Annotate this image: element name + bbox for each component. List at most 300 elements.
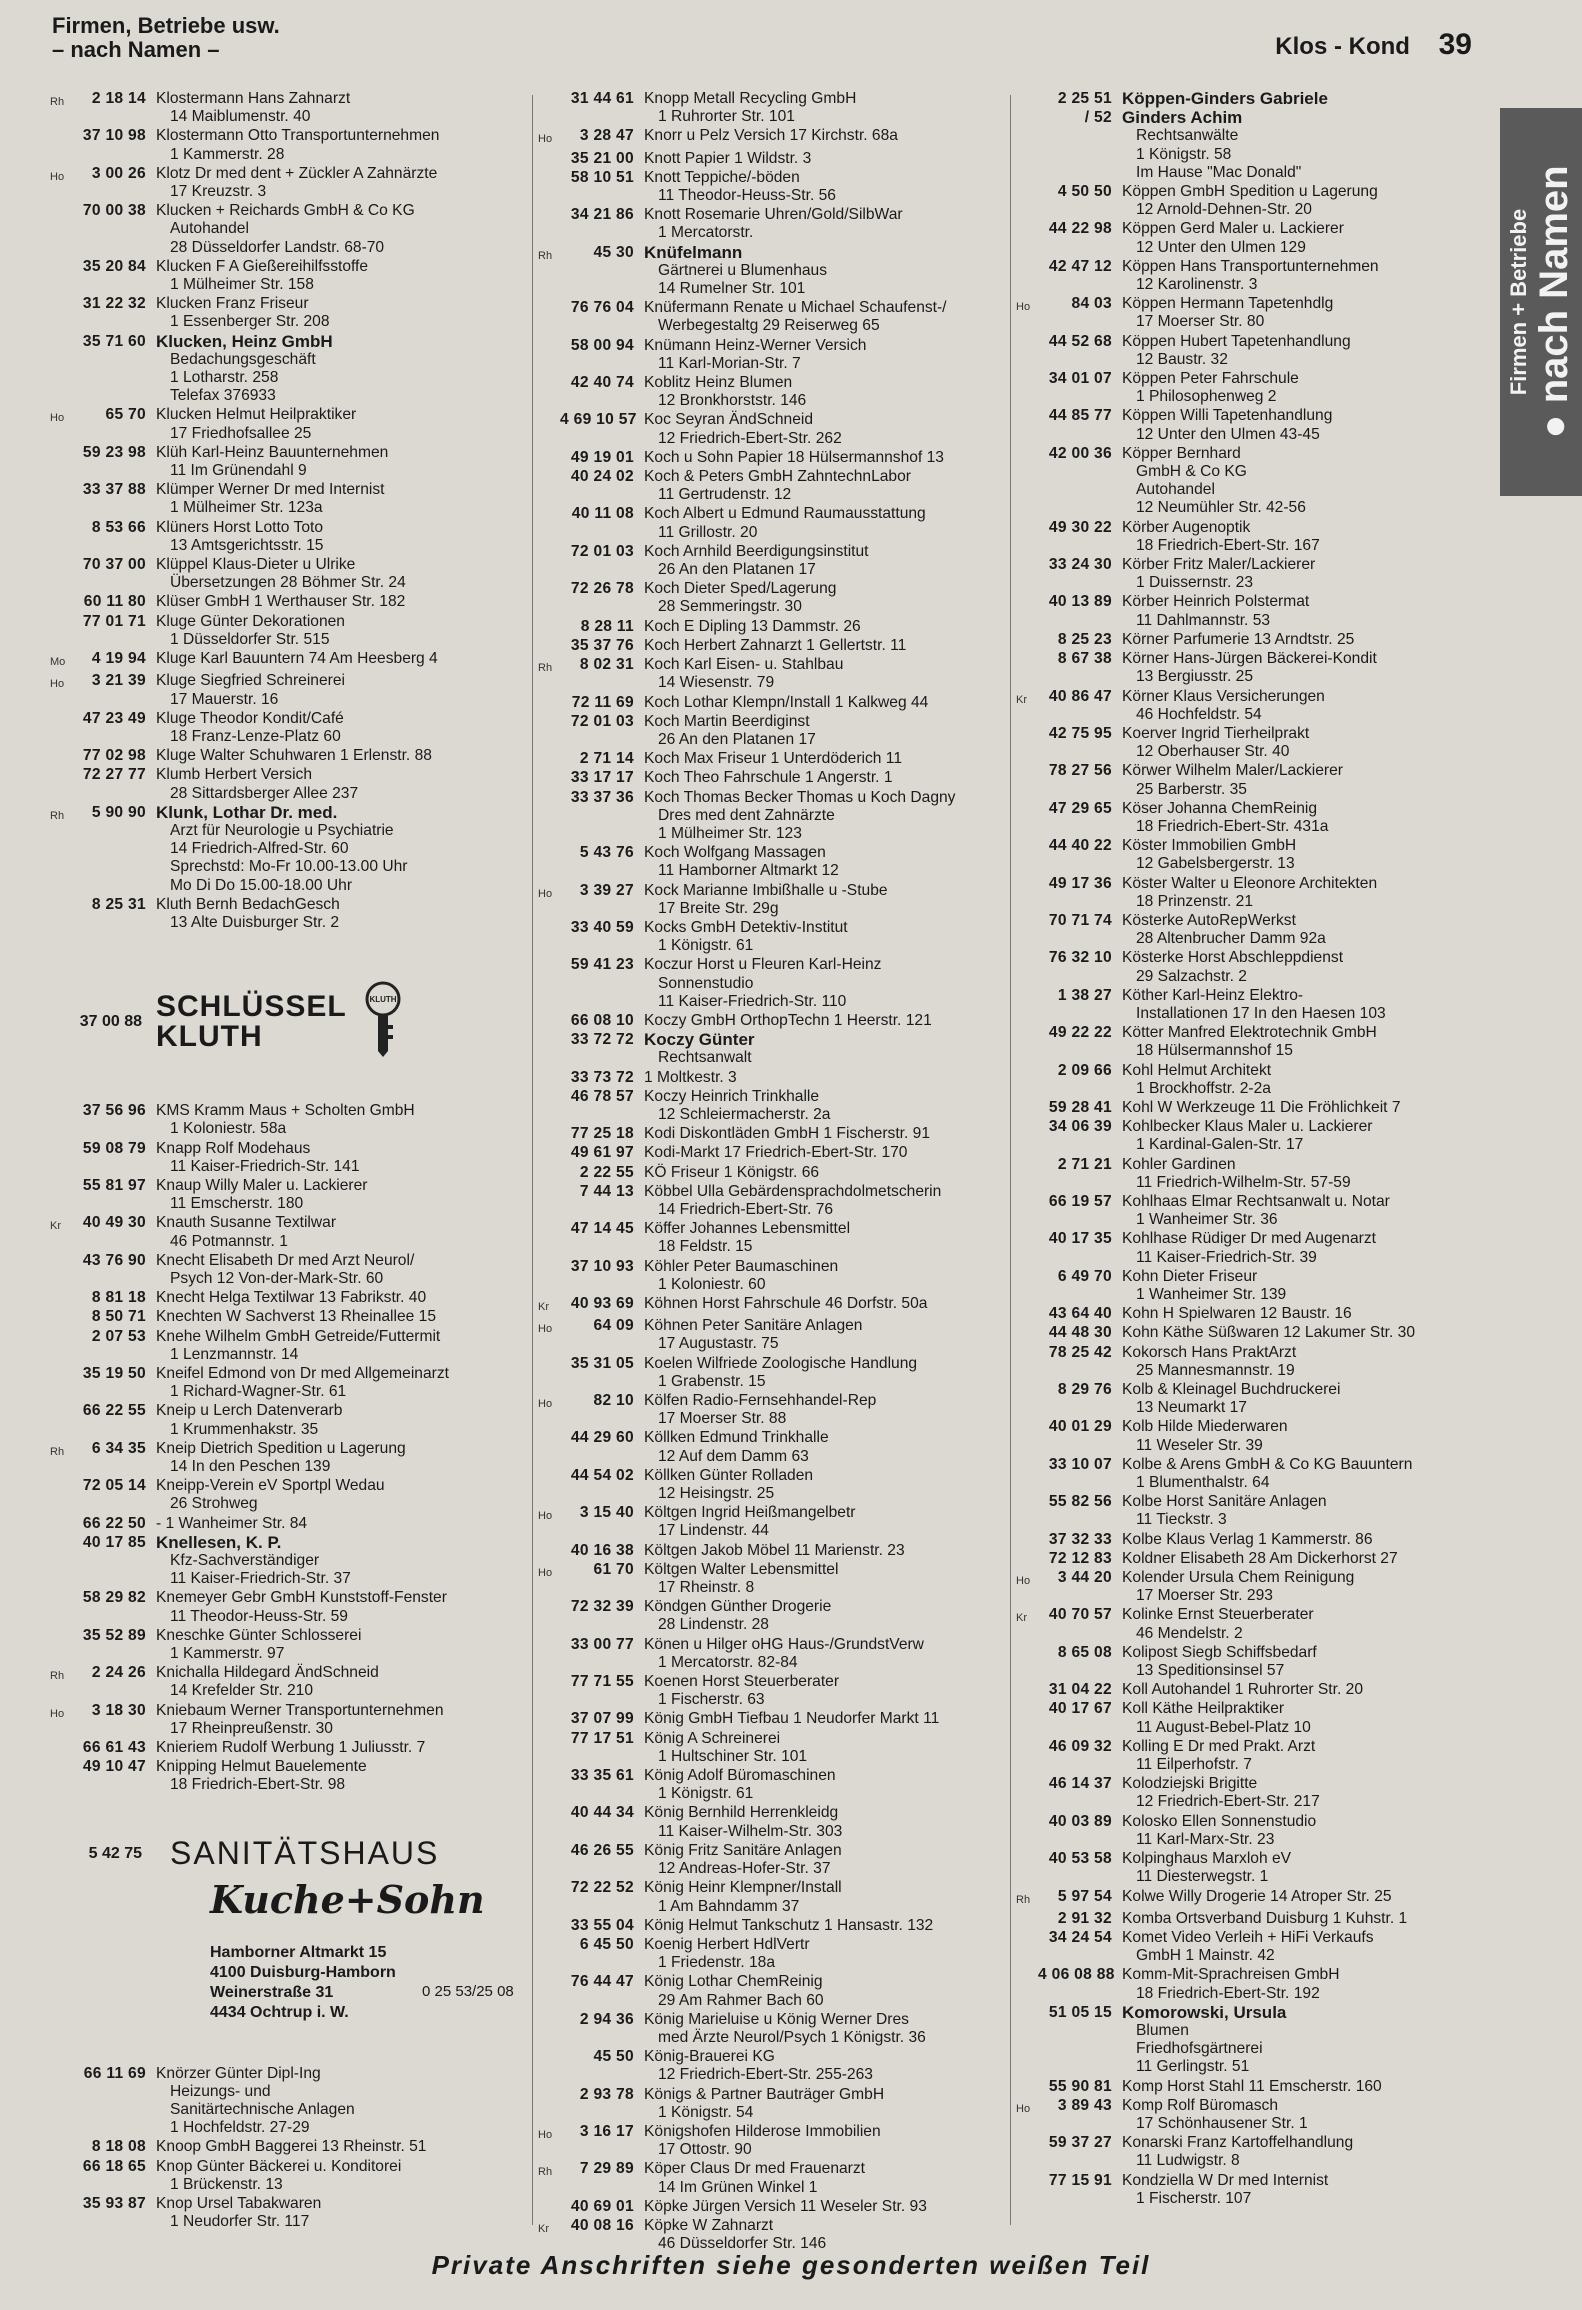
entry-name: Köppen Hermann Tapetenhdlg xyxy=(1122,295,1334,313)
phone-number: 2 07 53 xyxy=(91,1327,146,1345)
entry-name: Körwer Wilhelm Maler/Lackierer xyxy=(1122,762,1343,780)
directory-entry xyxy=(50,2065,530,2138)
entry-text xyxy=(1122,1681,1496,1699)
entry-name: Klostermann Otto Transportunternehmen xyxy=(156,127,440,145)
entry-text xyxy=(644,468,1008,504)
entry-detail: 18 Friedrich-Ebert-Str. 167 xyxy=(1136,536,1320,554)
entry-text xyxy=(644,1767,1008,1803)
district-code: Rh xyxy=(50,809,65,822)
district-code xyxy=(538,543,560,579)
entry-name: Kolodziejski Brigitte xyxy=(1122,1775,1258,1793)
entry-text xyxy=(644,169,1008,205)
directory-entry xyxy=(1016,90,1496,108)
phone-number: 66 22 50 xyxy=(82,1514,146,1532)
phone-number: 49 10 47 xyxy=(82,1758,146,1776)
entry-name: Kölfen Radio-Fernsehhandel-Rep xyxy=(644,1392,877,1410)
phone-number: 40 70 57 xyxy=(1048,1606,1112,1624)
district-code xyxy=(538,2011,560,2047)
directory-entry xyxy=(50,2195,530,2231)
directory-entry xyxy=(50,1702,530,1738)
entry-text xyxy=(156,2065,530,2138)
entry-name: Köper Claus Dr med Frauenarzt xyxy=(644,2160,866,2178)
directory-entry xyxy=(50,258,530,294)
entry-name: Koch Albert u Edmund Raumausstattung xyxy=(644,505,926,523)
phone-number: 33 24 30 xyxy=(1048,556,1112,574)
entry-detail: Kfz-Sachverständiger xyxy=(170,1552,320,1570)
entry-detail: 17 Schönhausener Str. 1 xyxy=(1136,2114,1308,2132)
entry-text xyxy=(644,750,1008,768)
entry-name: Koelen Wilfriede Zoologische Handlung xyxy=(644,1354,918,1372)
phone-number: 3 89 43 xyxy=(1057,2096,1112,2114)
entry-text xyxy=(644,713,1008,749)
entry-name: Köpke Jürgen Versich 11 Weseler Str. 93 xyxy=(644,2197,927,2215)
directory-entry xyxy=(538,449,1008,467)
entry-name: Kneschke Günter Schlosserei xyxy=(156,1626,362,1644)
district-code xyxy=(1016,1850,1038,1886)
directory-entry xyxy=(538,127,1008,148)
section-tab[interactable] xyxy=(1500,108,1582,496)
entry-detail: 1 Duissernstr. 23 xyxy=(1136,574,1254,592)
directory-entry xyxy=(50,1758,530,1794)
entry-text xyxy=(1122,1418,1496,1454)
directory-entry xyxy=(50,766,530,802)
entry-detail: 1 Fischerstr. 107 xyxy=(1136,2189,1252,2207)
directory-entry xyxy=(50,556,530,592)
entry-detail: 18 Prinzenstr. 21 xyxy=(1136,892,1254,910)
entry-text xyxy=(644,580,1008,616)
district-code xyxy=(50,896,72,932)
phone-number: 45 50 xyxy=(593,2048,634,2066)
entry-text xyxy=(1122,800,1496,836)
directory-entry xyxy=(50,1440,530,1476)
entry-detail: 12 Arnold-Dehnen-Str. 20 xyxy=(1136,201,1312,219)
entry-name: Komet Video Verleih + HiFi Verkaufs xyxy=(1122,1928,1374,1946)
directory-entry xyxy=(50,1515,530,1533)
entry-detail: 1 Lenzmannstr. 14 xyxy=(170,1345,299,1363)
entry-detail: 14 Friedrich-Alfred-Str. 60 xyxy=(170,840,349,858)
entry-text xyxy=(156,295,530,331)
entry-name: Köhnen Horst Fahrschule 46 Dorfstr. 50a xyxy=(644,1295,928,1312)
phone-number: 3 44 20 xyxy=(1057,1569,1112,1587)
entry-name: Köppen GmbH Spedition u Lagerung xyxy=(1122,183,1378,201)
entry-detail: 1 Friedenstr. 18a xyxy=(658,1954,776,1972)
entry-list xyxy=(1016,90,1496,2208)
entry-detail: 29 Salzachstr. 2 xyxy=(1136,967,1247,985)
district-code xyxy=(1016,2134,1038,2170)
directory-entry xyxy=(1016,725,1496,761)
district-code xyxy=(50,1365,72,1401)
directory-entry xyxy=(538,694,1008,712)
entry-text xyxy=(156,258,530,294)
phone-number: 44 29 60 xyxy=(570,1429,634,1447)
directory-entry xyxy=(1016,2097,1496,2133)
phone-number: 59 23 98 xyxy=(82,443,146,461)
entry-detail: 46 Hochfeldstr. 54 xyxy=(1136,705,1262,723)
entry-text xyxy=(156,1402,530,1438)
directory-entry xyxy=(1016,1850,1496,1886)
phone-number: 44 22 98 xyxy=(1048,220,1112,238)
phone-number: 70 71 74 xyxy=(1048,911,1112,929)
entry-detail: Sanitärtechnische Anlagen xyxy=(170,2101,355,2119)
entry-text xyxy=(1122,1193,1496,1229)
entry-detail: 11 Theodor-Heuss-Str. 56 xyxy=(658,187,836,205)
directory-entry xyxy=(538,1088,1008,1124)
phone-number: 70 00 38 xyxy=(82,202,146,220)
entry-name: Knörzer Günter Dipl-Ing xyxy=(156,2064,321,2082)
entry-detail: 13 Bergiusstr. 25 xyxy=(1136,668,1254,686)
entry-detail: Installationen 17 In den Haesen 103 xyxy=(1136,1004,1386,1022)
entry-detail: Psych 12 Von-der-Mark-Str. 60 xyxy=(170,1269,384,1287)
phone-number: 47 29 65 xyxy=(1048,799,1112,817)
entry-name: Klucken, Heinz GmbH xyxy=(156,331,333,351)
entry-text xyxy=(156,2158,530,2194)
phone-number: 58 29 82 xyxy=(82,1589,146,1607)
phone-number: 40 01 29 xyxy=(1048,1418,1112,1436)
directory-entry xyxy=(50,1534,530,1589)
entry-name: Königs & Partner Bauträger GmbH xyxy=(644,2085,885,2103)
district-code xyxy=(1016,875,1038,911)
directory-entry xyxy=(50,710,530,746)
entry-text xyxy=(1122,183,1496,219)
directory-entry xyxy=(1016,1813,1496,1849)
district-code xyxy=(50,2195,72,2231)
directory-entry xyxy=(1016,912,1496,948)
district-code xyxy=(538,1710,560,1728)
district-code xyxy=(50,1140,72,1176)
entry-detail: 11 Diesterwegstr. 1 xyxy=(1136,1868,1269,1886)
entry-name: Kneipp-Verein eV Sportpl Wedau xyxy=(156,1477,385,1495)
phone-number: 76 44 47 xyxy=(570,1973,634,1991)
directory-entry xyxy=(538,1069,1008,1087)
entry-detail: 12 Karolinenstr. 3 xyxy=(1136,276,1258,294)
phone-number: 8 53 66 xyxy=(91,518,146,536)
entry-text xyxy=(644,127,1008,148)
district-code xyxy=(1016,1700,1038,1736)
entry-detail: 28 Semmeringstr. 30 xyxy=(658,598,802,616)
entry-detail: 28 Altenbrucher Damm 92a xyxy=(1136,930,1326,948)
directory-entry xyxy=(1016,1344,1496,1380)
district-code: Ho xyxy=(1016,301,1031,314)
directory-entry xyxy=(1016,1569,1496,1605)
phone-number: 44 48 30 xyxy=(1048,1324,1112,1342)
entry-name: Körber Augenoptik xyxy=(1122,518,1251,536)
district-code xyxy=(1016,370,1038,406)
district-code xyxy=(1016,1966,1038,2002)
directory-entry xyxy=(1016,1700,1496,1736)
entry-detail: 25 Mannesmannstr. 19 xyxy=(1136,1361,1295,1379)
entry-text xyxy=(644,150,1008,168)
entry-text xyxy=(644,1842,1008,1878)
entry-text xyxy=(156,202,530,257)
entry-name: Költgen Ingrid Heißmangelbetr xyxy=(644,1504,856,1522)
entry-detail: 28 Sittardsberger Allee 237 xyxy=(170,784,359,802)
entry-name: König Heinr Klempner/Install xyxy=(644,1879,842,1897)
district-code xyxy=(50,593,72,611)
phone-number: 8 65 08 xyxy=(1057,1643,1112,1661)
directory-entry xyxy=(50,2158,530,2194)
entry-detail: 12 Unter den Ulmen 43-45 xyxy=(1136,425,1320,443)
directory-entry xyxy=(1016,1381,1496,1417)
directory-entry xyxy=(538,1355,1008,1391)
phone-number: 6 45 50 xyxy=(579,1935,634,1953)
entry-name: Klucken + Reichards GmbH & Co KG xyxy=(156,202,415,220)
entry-detail: 14 Maiblumenstr. 40 xyxy=(170,108,311,126)
directory-entry xyxy=(50,1140,530,1176)
entry-detail: 14 In den Peschen 139 xyxy=(170,1458,331,1475)
entry-text xyxy=(644,2198,1008,2216)
district-code xyxy=(1016,1775,1038,1811)
directory-entry xyxy=(538,1917,1008,1935)
phone-number: 42 00 36 xyxy=(1048,444,1112,462)
entry-name: Köppen Peter Fahrschule xyxy=(1122,370,1299,388)
directory-entry xyxy=(538,1031,1008,1067)
entry-detail: 18 Hülsermannshof 15 xyxy=(1136,1042,1293,1060)
phone-number: 35 71 60 xyxy=(82,332,146,350)
entry-text xyxy=(644,1392,1008,1428)
entry-name: Kolpinghaus Marxloh eV xyxy=(1122,1850,1292,1868)
district-code xyxy=(50,2065,72,2138)
entry-text xyxy=(1122,1738,1496,1774)
entry-text xyxy=(1122,1118,1496,1154)
entry-name: Kohn Dieter Friseur xyxy=(1122,1267,1258,1285)
entry-name: 1 Moltkestr. 3 xyxy=(644,1068,737,1086)
district-code: Ho xyxy=(538,2128,553,2141)
directory-entry xyxy=(538,1504,1008,1540)
entry-name: Klüners Horst Lotto Toto xyxy=(156,518,324,536)
district-code xyxy=(50,766,72,802)
entry-name: Köndgen Günther Drogerie xyxy=(644,1598,832,1616)
district-code xyxy=(50,481,72,517)
directory-entry xyxy=(50,481,530,517)
entry-detail: 46 Potmannstr. 1 xyxy=(170,1232,288,1250)
entry-text xyxy=(644,1012,1008,1030)
directory-entry xyxy=(1016,2078,1496,2096)
phone-number: 2 93 78 xyxy=(579,2085,634,2103)
entry-text xyxy=(644,1088,1008,1124)
district-code xyxy=(538,1429,560,1465)
entry-text xyxy=(644,2011,1008,2047)
entry-detail: 17 Kreuzstr. 3 xyxy=(170,183,267,201)
entry-text xyxy=(1122,875,1496,911)
entry-detail: 1 Brückenstr. 13 xyxy=(170,2175,283,2193)
entry-detail: 14 Krefelder Str. 210 xyxy=(170,1682,314,1700)
directory-entry xyxy=(1016,333,1496,369)
entry-name: Koenig Herbert HdlVertr xyxy=(644,1935,810,1953)
district-code xyxy=(50,747,72,765)
entry-detail: 11 Emscherstr. 180 xyxy=(170,1195,304,1213)
directory-entry xyxy=(538,1710,1008,1728)
directory-entry xyxy=(1016,109,1496,182)
phone-number: 40 93 69 xyxy=(570,1295,634,1312)
entry-text xyxy=(1122,295,1496,331)
district-code xyxy=(1016,1268,1038,1304)
phone-number: 2 18 14 xyxy=(91,90,146,107)
directory-entry xyxy=(50,613,530,649)
entry-name: Köser Johanna ChemReinig xyxy=(1122,799,1318,817)
phone-number: 35 37 76 xyxy=(570,636,634,654)
entry-text xyxy=(644,1183,1008,1219)
entry-detail: 18 Franz-Lenze-Platz 60 xyxy=(170,727,341,745)
district-code xyxy=(50,258,72,294)
entry-name: Konarski Franz Kartoffelhandlung xyxy=(1122,2134,1354,2152)
phone-number: 40 53 58 xyxy=(1048,1850,1112,1868)
phone-number: 66 61 43 xyxy=(82,1739,146,1757)
district-code xyxy=(1016,1381,1038,1417)
entry-text xyxy=(156,519,530,555)
district-code xyxy=(1016,1418,1038,1454)
entry-detail: 17 Moerser Str. 88 xyxy=(658,1410,787,1428)
entry-text xyxy=(644,1542,1008,1560)
entry-name: Klüh Karl-Heinz Bauunternehmen xyxy=(156,443,389,461)
district-code xyxy=(50,1589,72,1625)
entry-detail: 11 Kaiser-Friedrich-Str. 37 xyxy=(170,1570,351,1588)
district-code xyxy=(1016,183,1038,219)
directory-entry xyxy=(538,1730,1008,1766)
entry-name: Kohl Helmut Architekt xyxy=(1122,1061,1272,1079)
column-divider xyxy=(532,95,533,2225)
entry-text xyxy=(156,672,530,708)
entry-detail: 1 Grabenstr. 15 xyxy=(658,1372,766,1390)
entry-text xyxy=(156,1140,530,1176)
district-code xyxy=(538,374,560,410)
entry-text xyxy=(1122,1305,1496,1323)
entry-text xyxy=(156,747,530,765)
entry-detail: 11 Friedrich-Wilhelm-Str. 57-59 xyxy=(1136,1173,1351,1191)
phone-number: 3 15 40 xyxy=(579,1504,634,1522)
phone-number: 35 93 87 xyxy=(82,2195,146,2213)
entry-name: Knauth Susanne Textilwar xyxy=(156,1214,337,1232)
entry-name: Kolling E Dr med Prakt. Arzt xyxy=(1122,1737,1316,1755)
entry-name: Koenen Horst Steuerberater xyxy=(644,1673,840,1691)
directory-entry xyxy=(50,1102,530,1138)
entry-detail: 11 Eilperhofstr. 7 xyxy=(1136,1756,1252,1774)
phone-number: 55 81 97 xyxy=(82,1176,146,1194)
phone-number: 8 02 31 xyxy=(579,656,634,674)
directory-entry xyxy=(538,580,1008,616)
directory-entry xyxy=(538,1392,1008,1428)
entry-text xyxy=(1122,90,1496,108)
entry-text xyxy=(1122,1381,1496,1417)
entry-detail: 1 Krummenhakstr. 35 xyxy=(170,1420,319,1438)
entry-text xyxy=(644,1673,1008,1709)
phone-number: 44 54 02 xyxy=(570,1466,634,1484)
entry-name: Komorowski, Ursula xyxy=(1122,2002,1287,2022)
phone-number: 42 47 12 xyxy=(1048,257,1112,275)
entry-name: Köppen Willi Tapetenhandlung xyxy=(1122,407,1333,425)
entry-name: Klunk, Lothar Dr. med. xyxy=(156,802,338,822)
entry-detail: 13 Neumarkt 17 xyxy=(1136,1399,1247,1417)
entry-name: Köpke W Zahnarzt xyxy=(644,2216,774,2234)
entry-text xyxy=(1122,333,1496,369)
entry-name: König Helmut Tankschutz 1 Hansastr. 132 xyxy=(644,1916,934,1934)
phone-number: 34 21 86 xyxy=(570,206,634,224)
entry-name: Kluge Günter Dekorationen xyxy=(156,612,345,630)
district-code: Ho xyxy=(50,170,65,183)
entry-text xyxy=(644,90,1008,126)
entry-detail: 13 Alte Duisburger Str. 2 xyxy=(170,913,340,931)
entry-detail: Friedhofsgärtnerei xyxy=(1136,2040,1263,2058)
entry-name: Kötter Manfred Elektrotechnik GmbH xyxy=(1122,1024,1377,1042)
entry-name: - 1 Wanheimer Str. 84 xyxy=(156,1514,308,1532)
phone-number: 66 19 57 xyxy=(1048,1192,1112,1210)
directory-entry xyxy=(538,90,1008,126)
ad-phone: 37 00 88 xyxy=(79,1013,142,1031)
directory-entry xyxy=(1016,1681,1496,1699)
phone-number: 49 22 22 xyxy=(1048,1024,1112,1042)
phone-number: 49 17 36 xyxy=(1048,874,1112,892)
phone-number: 8 28 11 xyxy=(580,617,634,635)
entry-name: Koczy Günter xyxy=(644,1030,755,1050)
district-code xyxy=(50,710,72,746)
entry-name: Körber Fritz Maler/Lackierer xyxy=(1122,556,1316,574)
directory-entry xyxy=(538,1879,1008,1915)
phone-number: 43 64 40 xyxy=(1048,1305,1112,1323)
directory-entry xyxy=(538,1542,1008,1560)
directory-entry xyxy=(50,444,530,480)
phone-number: 2 94 36 xyxy=(579,2010,634,2028)
district-code xyxy=(1016,407,1038,443)
phone-number: 49 19 01 xyxy=(570,448,634,466)
district-code xyxy=(1016,1024,1038,1060)
district-code xyxy=(538,1125,560,1143)
district-code xyxy=(1016,949,1038,985)
district-code: Ho xyxy=(538,1566,553,1579)
entry-detail: Telefax 376933 xyxy=(170,387,276,405)
entry-text xyxy=(644,244,1008,299)
entry-detail: 1 Mercatorstr. 82-84 xyxy=(658,1653,798,1671)
entry-name: Koch Thomas Becker Thomas u Koch Dagny xyxy=(644,788,956,806)
directory-entry xyxy=(538,374,1008,410)
district-code xyxy=(538,1164,560,1182)
entry-text xyxy=(1122,987,1496,1023)
entry-list xyxy=(50,2065,530,2232)
phone-number: 2 71 21 xyxy=(1057,1155,1112,1173)
entry-text xyxy=(1122,1606,1496,1642)
phone-number: 5 43 76 xyxy=(579,844,634,862)
entry-detail: Sprechstd: Mo-Fr 10.00-13.00 Uhr xyxy=(170,858,408,876)
phone-number: 59 28 41 xyxy=(1048,1098,1112,1116)
directory-entry xyxy=(50,1477,530,1513)
entry-detail: 1 Mercatorstr. xyxy=(658,224,754,242)
entry-text xyxy=(644,1710,1008,1728)
district-code xyxy=(538,844,560,880)
entry-text xyxy=(644,769,1008,787)
entry-text xyxy=(156,333,530,406)
entry-list xyxy=(538,90,1008,2253)
directory-entry xyxy=(1016,987,1496,1023)
entry-text xyxy=(1122,445,1496,518)
directory-entry xyxy=(50,1402,530,1438)
phone-number: 40 86 47 xyxy=(1048,687,1112,705)
phone-number: 77 02 98 xyxy=(82,747,146,765)
entry-name: Königshofen Hilderose Immobilien xyxy=(644,2122,881,2140)
entry-text xyxy=(644,374,1008,410)
district-code xyxy=(538,956,560,1011)
district-code xyxy=(538,789,560,844)
entry-name: Körner Hans-Jürgen Bäckerei-Kondit xyxy=(1122,650,1377,668)
directory-entry xyxy=(538,1973,1008,2009)
entry-detail: 18 Feldstr. 15 xyxy=(658,1238,753,1256)
directory-entry xyxy=(1016,295,1496,331)
district-code xyxy=(50,1534,72,1589)
phone-number: 49 61 97 xyxy=(570,1144,634,1162)
directory-entry xyxy=(538,882,1008,918)
directory-entry xyxy=(538,1598,1008,1634)
district-code: Mo xyxy=(50,656,66,669)
district-code xyxy=(1016,912,1038,948)
entry-name: Knapp Rolf Modehaus xyxy=(156,1139,311,1157)
phone-number: 33 40 59 xyxy=(570,918,634,936)
